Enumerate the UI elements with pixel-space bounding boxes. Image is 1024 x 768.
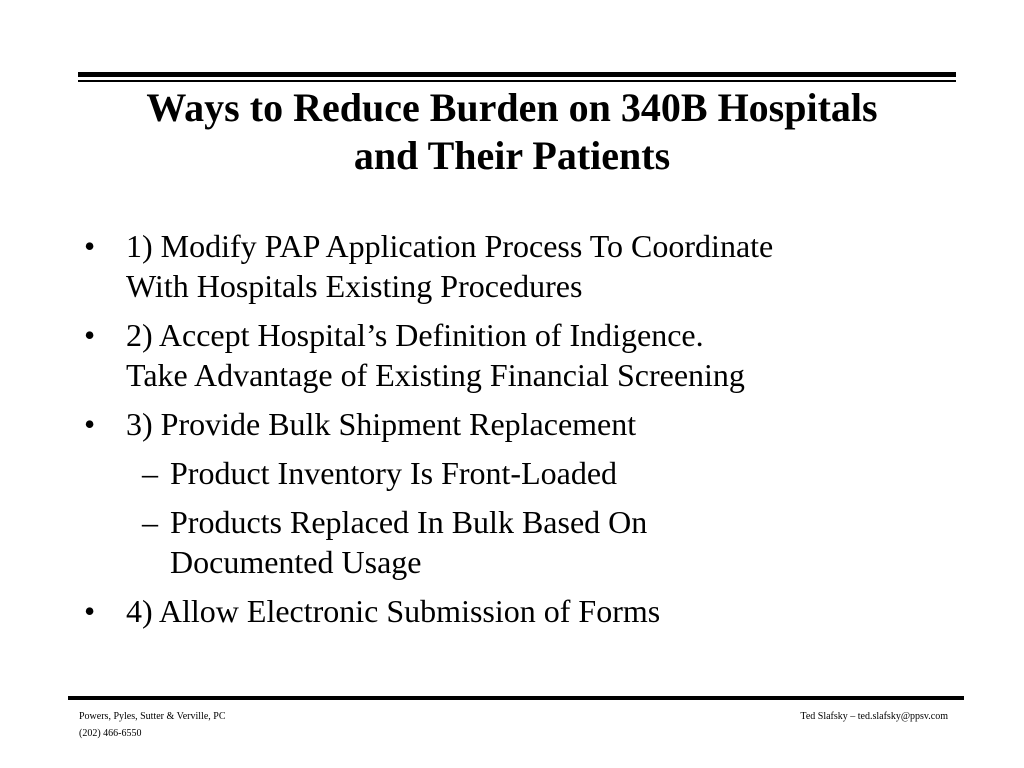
dash-icon: – (142, 455, 158, 491)
bullet-icon: • (84, 228, 96, 264)
bullet-text: 2) Accept Hospital’s Definition of Indigence. (126, 317, 704, 353)
dash-icon: – (142, 504, 158, 540)
title-line-1: Ways to Reduce Burden on 340B Hospitals (146, 85, 878, 130)
top-rule (78, 72, 956, 77)
sub-bullet-text: Products Replaced In Bulk Based On (170, 504, 648, 540)
bullet-item-4 (84, 591, 964, 631)
footer-rule (68, 696, 964, 700)
bullet-item-2 (84, 315, 964, 395)
sub-bullet-text: Documented Usage (170, 544, 422, 580)
bullet-text: 1) Modify PAP Application Process To Coordinate (126, 228, 774, 264)
bullet-text: With Hospitals Existing Procedures (126, 268, 583, 304)
footer-contact: Ted Slafsky – ted.slafsky@ppsv.com (800, 711, 948, 722)
sub-bullet-item-1 (84, 453, 964, 493)
bullet-text: 3) Provide Bulk Shipment Replacement (126, 406, 637, 442)
title-line-2: and Their Patients (353, 133, 671, 178)
footer-phone: (202) 466-6550 (79, 728, 142, 739)
bullet-icon: • (84, 317, 96, 353)
footer-firm-name: Powers, Pyles, Sutter & Verville, PC (79, 711, 226, 722)
bullet-text: 4) Allow Electronic Submission of Forms (126, 593, 661, 629)
bullet-item-1 (84, 226, 964, 306)
bullet-icon: • (84, 406, 96, 442)
bullet-item-3 (84, 404, 964, 444)
bullet-icon: • (84, 593, 96, 629)
top-rule-secondary (78, 80, 956, 82)
bullet-list (84, 226, 964, 640)
footer-firm-block (79, 708, 225, 742)
sub-bullet-text: Product Inventory Is Front-Loaded (170, 455, 618, 491)
slide-title (60, 84, 964, 180)
sub-bullet-item-2 (84, 502, 964, 582)
bullet-text: Take Advantage of Existing Financial Screening (126, 357, 745, 393)
